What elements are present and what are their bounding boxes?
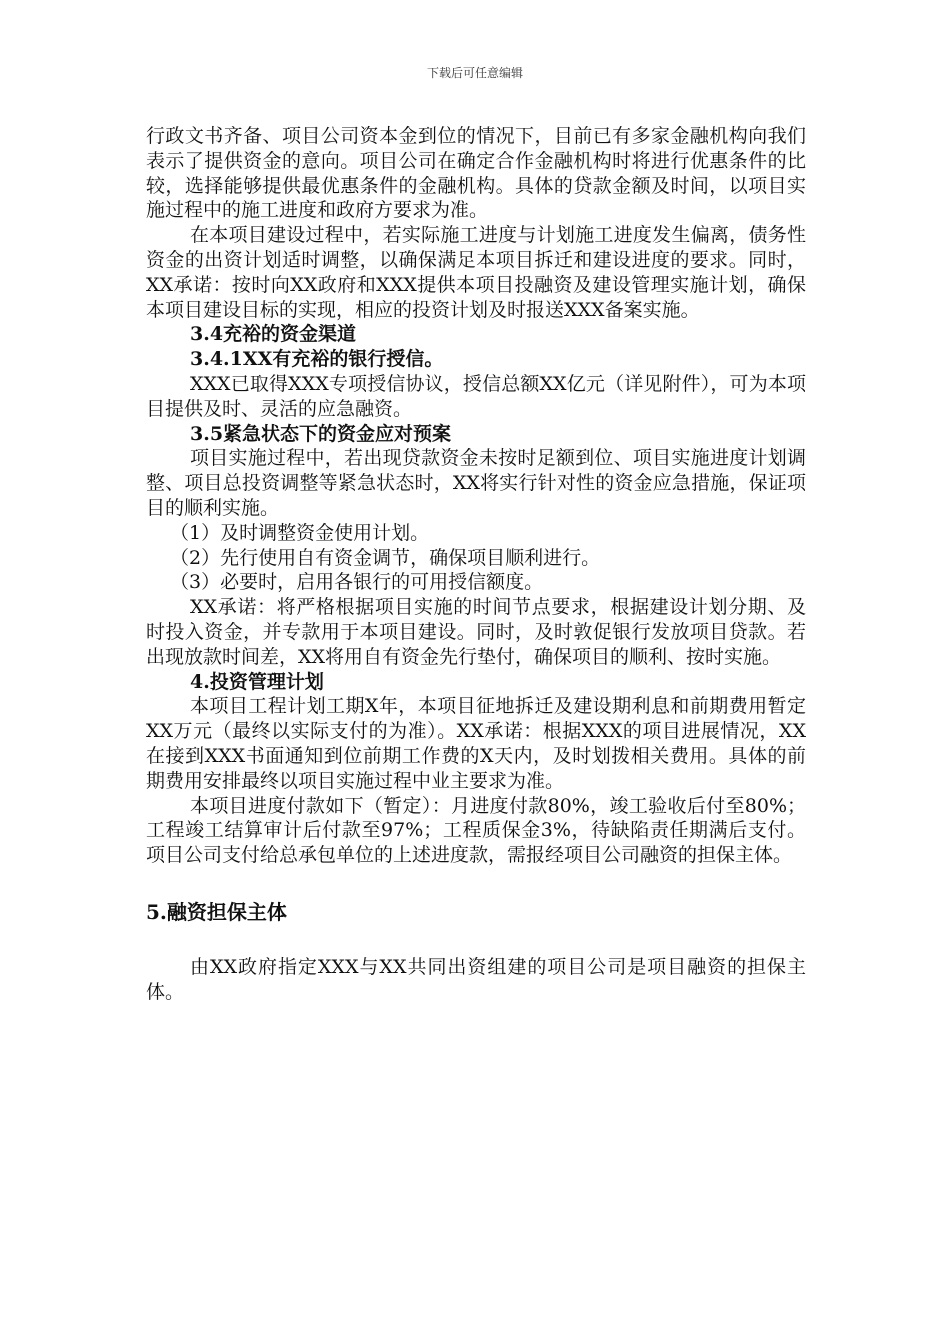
page-header: 下载后可任意编辑 [426,66,523,80]
document-body [146,124,806,1004]
section-heading-3-4-1: 3.4.1XX有充裕的银行授信。 [190,348,444,371]
paragraph: 在本项目建设过程中，若实际施工进度与计划施工进度发生偏离，债务性资金的出资计划适时调整，以确保满足本项目拆迁和建设进度的要求。同时，XX承诺：按时向XX政府和XXX提供本项目投融资及建设管理实施计划，确保本项目建设目标的实现，相应的投资计划及时报送XXX备案实施。 [146,224,806,321]
paragraph: 由XX政府指定XXX与XX共同出资组建的项目公司是项目融资的担保主体。 [146,955,806,1003]
list-item: （3）必要时，启用各银行的可用授信额度。 [170,571,544,594]
section-heading-5: 5.融资担保主体 [146,899,287,924]
paragraph: XXX已取得XXX专项授信协议，授信总额XX亿元（详见附件），可为本项目提供及时、灵活的应急融资。 [146,372,806,420]
paragraph: 本项目工程计划工期X年，本项目征地拆迁及建设期利息和前期费用暂定XX万元（最终以实际支付的为准）。XX承诺：根据XXX的项目进展情况，XX在接到XXX书面通知到位前期工作费的X天内，及时划拨相关费用。具体的前期费用安排最终以项目实施过程中业主要求为准。 [146,695,806,792]
section-heading-4: 4.投资管理计划 [190,670,324,693]
section-heading-3-4: 3.4充裕的资金渠道 [190,323,357,346]
paragraph: 本项目进度付款如下（暂定）：月进度付款80%，竣工验收后付至80%；工程竣工结算审计后付款至97%；工程质保金3%，待缺陷责任期满后支付。项目公司支付给总承包单位的上述进度款，需报经项目公司融资的担保主体。 [146,794,806,867]
list-item: （2）先行使用自有资金调节，确保项目顺利进行。 [170,546,601,569]
paragraph: 行政文书齐备、项目公司资本金到位的情况下，目前已有多家金融机构向我们表示了提供资金的意向。项目公司在确定合作金融机构时将进行优惠条件的比较，选择能够提供最优惠条件的金融机构。具体的贷款金额及时间，以项目实施过程中的施工进度和政府方要求为准。 [146,125,806,222]
list-item: （1）及时调整资金使用计划。 [170,521,430,544]
paragraph: 项目实施过程中，若出现贷款资金未按时足额到位、项目实施进度计划调整、项目总投资调整等紧急状态时，XX将实行针对性的资金应急措施，保证项目的顺利实施。 [146,447,806,519]
section-heading-3-5: 3.5紧急状态下的资金应对预案 [190,422,452,445]
paragraph: XX承诺：将严格根据项目实施的时间节点要求，根据建设计划分期、及时投入资金，并专款用于本项目建设。同时，及时敦促银行发放项目贷款。若出现放款时间差，XX将用自有资金先行垫付，确保项目的顺利、按时实施。 [146,596,806,668]
